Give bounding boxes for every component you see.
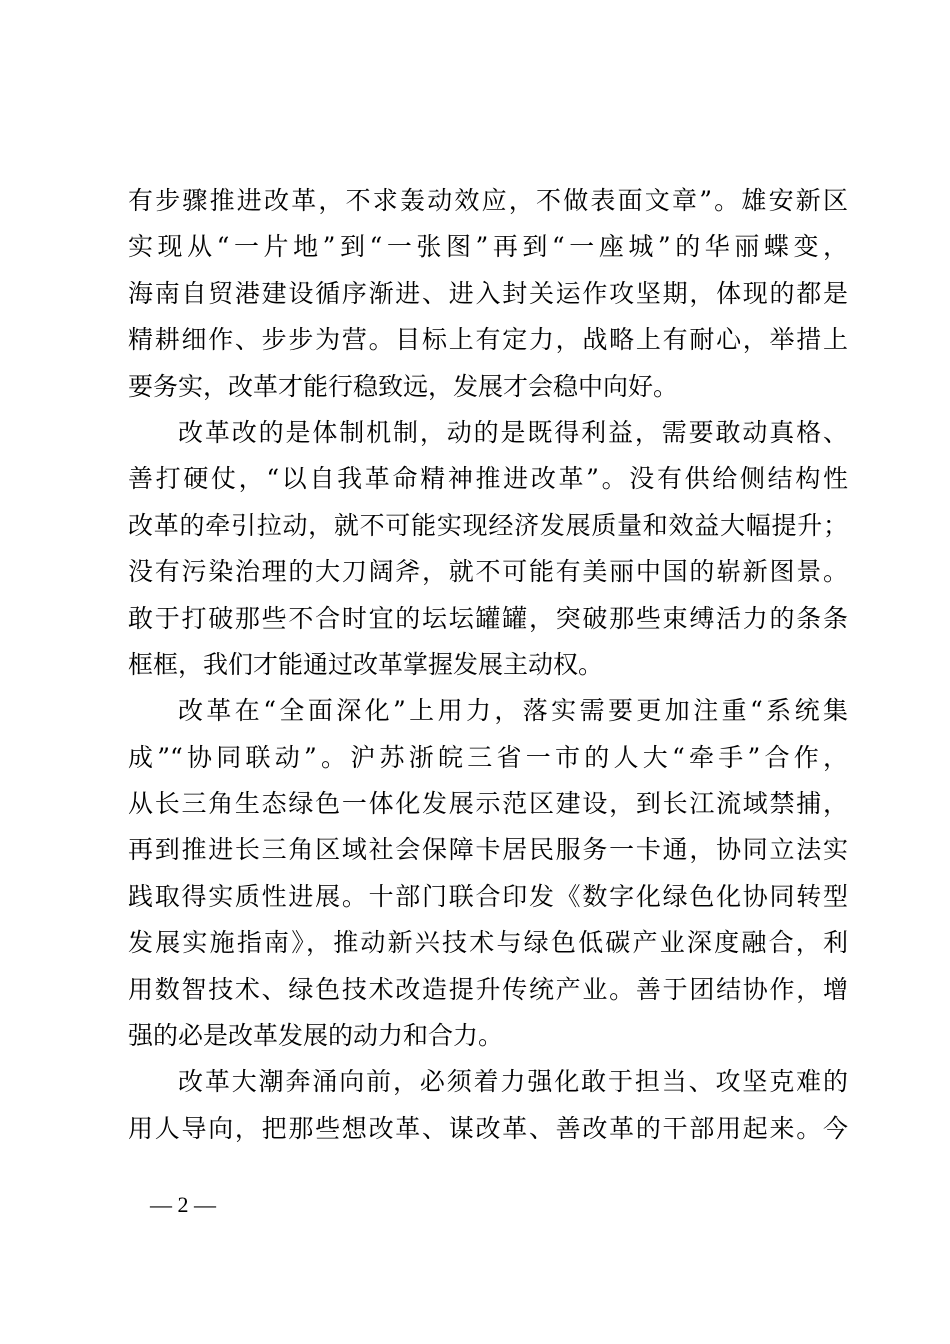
text-line: 有步骤推进改革，不求轰动效应，不做表面文章”。雄安新区 (128, 186, 848, 215)
text-line: 海南自贸港建设循序渐进、进入封关运作攻坚期，体现的都是 (128, 278, 848, 308)
body-text (128, 178, 848, 1152)
text-line: 践取得实质性进展。十部门联合印发《数字化绿色化协同转型 (128, 881, 848, 911)
text-line: 从长三角生态绿色一体化发展示范区建设，到长江流域禁捕， (128, 789, 848, 819)
text-line: 改革大潮奔涌向前，必须着力强化敢于担当、攻坚克难的 (178, 1067, 848, 1097)
text-line: 用人导向，把那些想改革、谋改革、善改革的干部用起来。今 (128, 1113, 848, 1143)
text-line: 用数智技术、绿色技术改造提升传统产业。善于团结协作，增 (128, 974, 848, 1004)
text-line: 善打硬仗，“以自我革命精神推进改革”。没有供给侧结构性 (128, 464, 848, 494)
page-number: — 2 — (150, 1192, 216, 1217)
text-line: 实现从“一片地”到“一张图”再到“一座城”的华丽蝶变， (128, 232, 848, 262)
text-line: 成”“协同联动”。沪苏浙皖三省一市的人大“牵手”合作， (128, 742, 848, 772)
text-line: 强的必是改革发展的动力和合力。 (128, 1021, 504, 1051)
text-line: 改革改的是体制机制，动的是既得利益，需要敢动真格、 (178, 417, 848, 447)
text-line: 框框，我们才能通过改革掌握发展主动权。 (128, 649, 604, 679)
text-line: 发展实施指南》，推动新兴技术与绿色低碳产业深度融合，利 (128, 928, 848, 958)
text-line: 敢于打破那些不合时宜的坛坛罐罐，突破那些束缚活力的条条 (128, 603, 848, 633)
text-line: 要务实，改革才能行稳致远，发展才会稳中向好。 (128, 371, 679, 401)
text-line: 改革在“全面深化”上用力，落实需要更加注重“系统集 (178, 696, 848, 726)
text-line: 改革的牵引拉动，就不可能实现经济发展质量和效益大幅提升； (128, 510, 848, 540)
text-line: 精耕细作、步步为营。目标上有定力，战略上有耐心，举措上 (128, 325, 848, 355)
text-line: 再到推进长三角区域社会保障卡居民服务一卡通，协同立法实 (128, 835, 848, 865)
text-line: 没有污染治理的大刀阔斧，就不可能有美丽中国的崭新图景。 (128, 557, 848, 587)
